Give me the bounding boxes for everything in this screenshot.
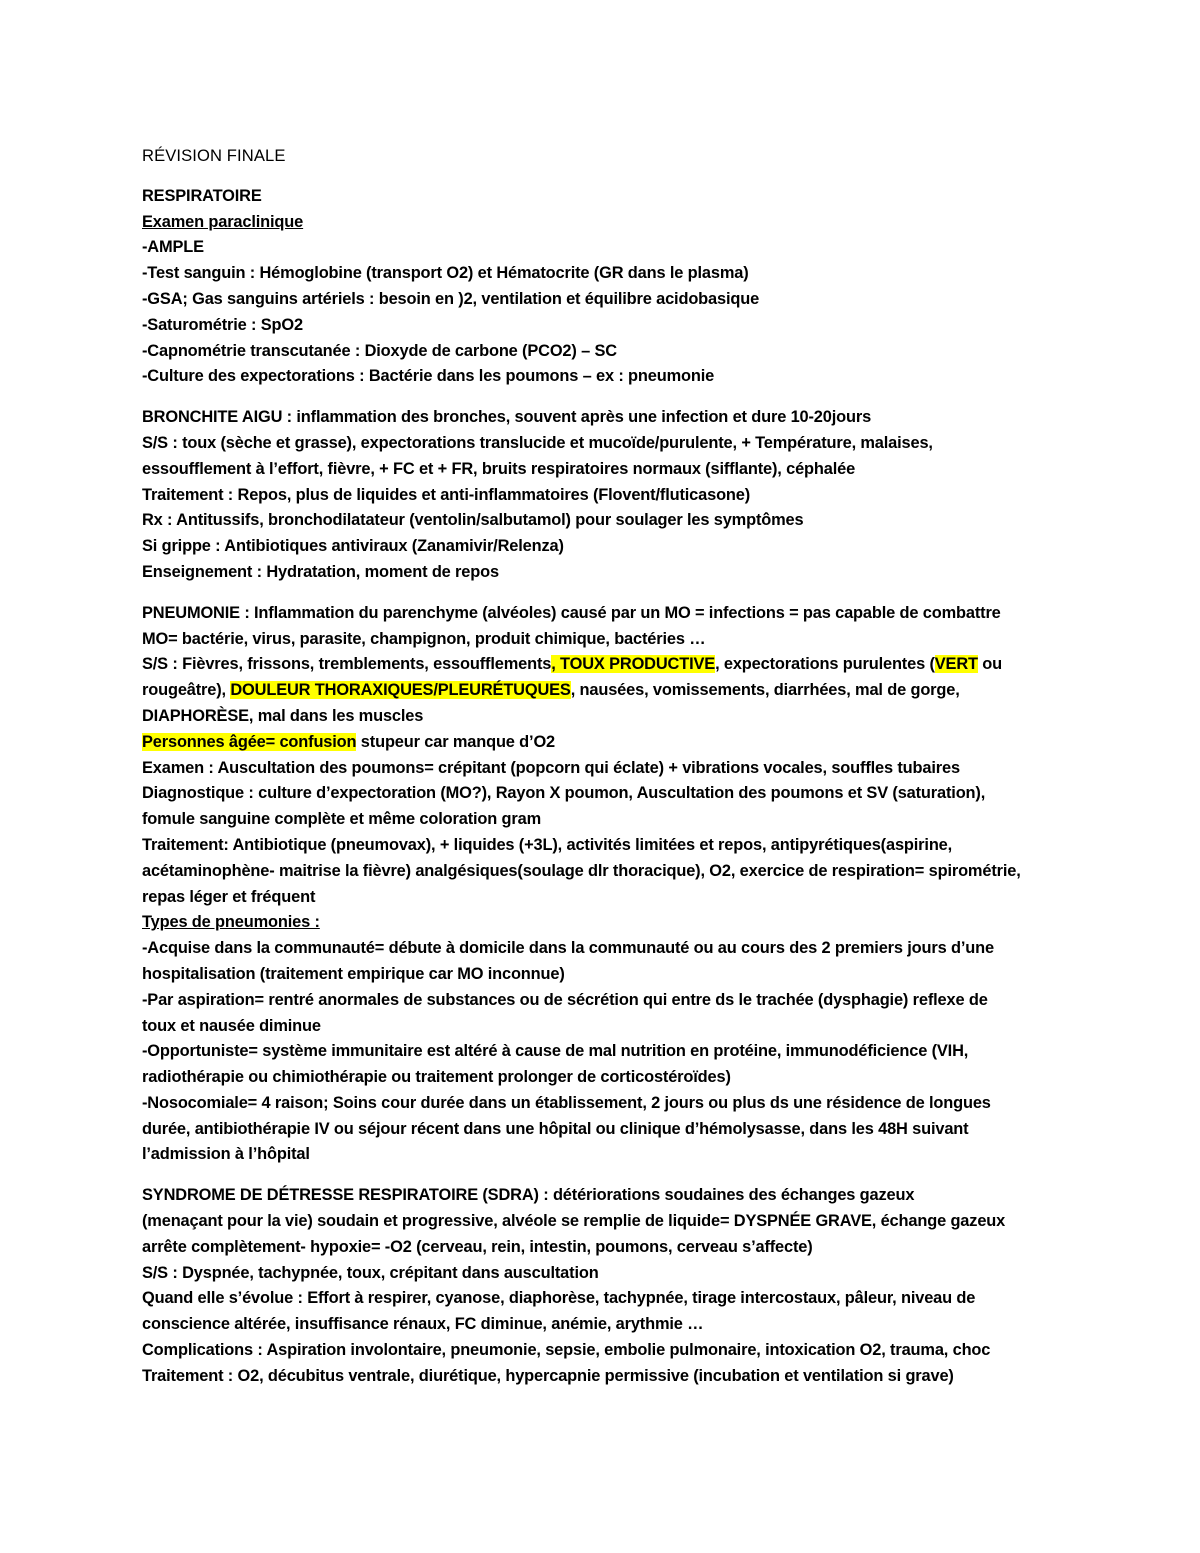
text-line: -AMPLE [142,238,204,257]
text-line: DIAPHORÈSE, mal dans les muscles [142,706,424,725]
subheading-examen-paraclinique [142,210,1082,236]
text-line: durée, antibiothérapie IV ou séjour récent dans une hôpital ou clinique d’hémolysasse, dans les 48H suivant [142,1119,969,1138]
text-line: Complications : Aspiration involontaire, pneumonie, sepsie, embolie pulmonaire, intoxication O2, trauma, choc [142,1341,991,1360]
text-line: Traitement : O2, décubitus ventrale, diurétique, hypercapnie permissive (incubation et ventilation si grave) [142,1366,954,1385]
text-line: -Par aspiration= rentré anormales de substances ou de sécrétion qui entre ds le trachée (dysphagie) reflexe de [142,990,988,1009]
highlighted-text: , TOUX PRODUCTIVE [551,655,716,674]
text-line: fomule sanguine complète et même coloration gram [142,810,542,829]
text-segment: ou [977,655,1003,674]
text-line: S/S : Dyspnée, tachypnée, toux, crépitant dans auscultation [142,1263,599,1282]
text-line: Traitement : Repos, plus de liquides et anti-inflammatoires (Flovent/fluticasone) [142,485,751,504]
text-line: -Nosocomiale= 4 raison; Soins cour durée dans un établissement, 2 jours ou plus ds une résidence de longues [142,1093,991,1112]
highlighted-text: DOULEUR THORAXIQUES/PLEURÉTUQUES [230,681,571,700]
text-line: -Test sanguin : Hémoglobine (transport O2) et Hématocrite (GR dans le plasma) [142,264,749,283]
text-line: -Opportuniste= système immunitaire est altéré à cause de mal nutrition en protéine, immunodéficience (VIH, [142,1042,969,1061]
text-line: repas léger et fréquent [142,887,316,906]
text-line: radiothérapie ou chimiothérapie ou traitement prolonger de corticostéroïdes) [142,1068,731,1087]
spacer [142,1168,1082,1183]
section-heading-bronchite: BRONCHITE AIGU : inflammation des bronches, souvent après une infection et dure 10-20jours [142,408,872,427]
text-line: Rx : Antitussifs, bronchodilatateur (ventolin/salbutamol) pour soulager les symptômes [142,511,804,530]
text-line: -Culture des expectorations : Bactérie dans les poumons – ex : pneumonie [142,367,715,386]
text-segment: , expectorations purulentes ( [715,655,935,674]
document-body [142,143,1082,1390]
text-line: Quand elle s’évolue : Effort à respirer, cyanose, diaphorèse, tachypnée, tirage intercostaux, pâleur, niveau de [142,1289,976,1308]
document-title: RÉVISION FINALE [142,146,286,165]
text-line: essoufflement à l’effort, fièvre, + FC et + FR, bruits respiratoires normaux (sifflante), céphalée [142,459,856,478]
text-segment: S/S : Fièvres, frissons, tremblements, essoufflements [142,655,552,674]
highlighted-text: Personnes âgée= confusion [142,732,357,751]
text-line: Examen : Auscultation des poumons= crépitant (popcorn qui éclate) + vibrations vocales, souffles tubaires [142,758,960,777]
text-line: S/S : toux (sèche et grasse), expectorations translucide et mucoïde/purulente, + Température, malaises, [142,433,933,452]
text-line: Traitement: Antibiotique (pneumovax), + liquides (+3L), activités limitées et repos, antipyrétiques(aspirine, [142,835,953,854]
text-line: hospitalisation (traitement empirique car MO inconnue) [142,964,565,983]
text-line: -Acquise dans la communauté= débute à domicile dans la communauté ou au cours des 2 premiers jours d’une [142,939,994,958]
text-line-highlighted [142,730,1082,756]
text-line: Diagnostique : culture d’expectoration (MO?), Rayon X poumon, Auscultation des poumons et SV (saturation), [142,784,986,803]
text-line-highlighted [142,678,1082,704]
text-line: Enseignement : Hydratation, moment de repos [142,562,499,581]
text-line: MO= bactérie, virus, parasite, champignon, produit chimique, bactéries … [142,629,706,648]
subheading-types-pneumonies [142,910,1082,936]
section-heading-respiratoire: RESPIRATOIRE [142,186,262,205]
spacer [142,390,1082,405]
section-heading-sdra: SYNDROME DE DÉTRESSE RESPIRATOIRE (SDRA) : détériorations soudaines des échanges gazeux [142,1186,915,1205]
highlighted-text: VERT [934,655,978,674]
text-line-highlighted [142,652,1082,678]
text-segment: , nausées, vomissements, diarrhées, mal de gorge, [570,681,960,700]
text-line: acétaminophène- maitrise la fièvre) analgésiques(soulage dlr thoracique), O2, exercice de respiration= spirométrie, [142,861,1021,880]
text-line: Si grippe : Antibiotiques antiviraux (Zanamivir/Relenza) [142,537,564,556]
spacer [142,586,1082,601]
text-line: -Saturométrie : SpO2 [142,315,303,334]
text-line: (menaçant pour la vie) soudain et progressive, alvéole se remplie de liquide= DYSPNÉE GRAVE, échange gazeux [142,1212,1006,1231]
subheading-text: Examen paraclinique [142,212,304,231]
text-line: arrête complètement- hypoxie= -O2 (cerveau, rein, intestin, poumons, cerveau s’affecte) [142,1237,813,1256]
text-line: toux et nausée diminue [142,1016,321,1035]
text-line: l’admission à l’hôpital [142,1145,310,1164]
section-heading-pneumonie: PNEUMONIE : Inflammation du parenchyme (alvéoles) causé par un MO = infections = pas capable de combattre [142,603,1001,622]
text-segment: rougeâtre), [142,681,231,700]
text-line: -GSA; Gas sanguins artériels : besoin en )2, ventilation et équilibre acidobasique [142,289,760,308]
text-segment: stupeur car manque d’O2 [356,732,556,751]
text-line: -Capnométrie transcutanée : Dioxyde de carbone (PCO2) – SC [142,341,617,360]
spacer [142,169,1082,184]
text-line: conscience altérée, insuffisance rénaux, FC diminue, anémie, arythmie … [142,1315,704,1334]
subheading-text: Types de pneumonies : [142,913,320,932]
